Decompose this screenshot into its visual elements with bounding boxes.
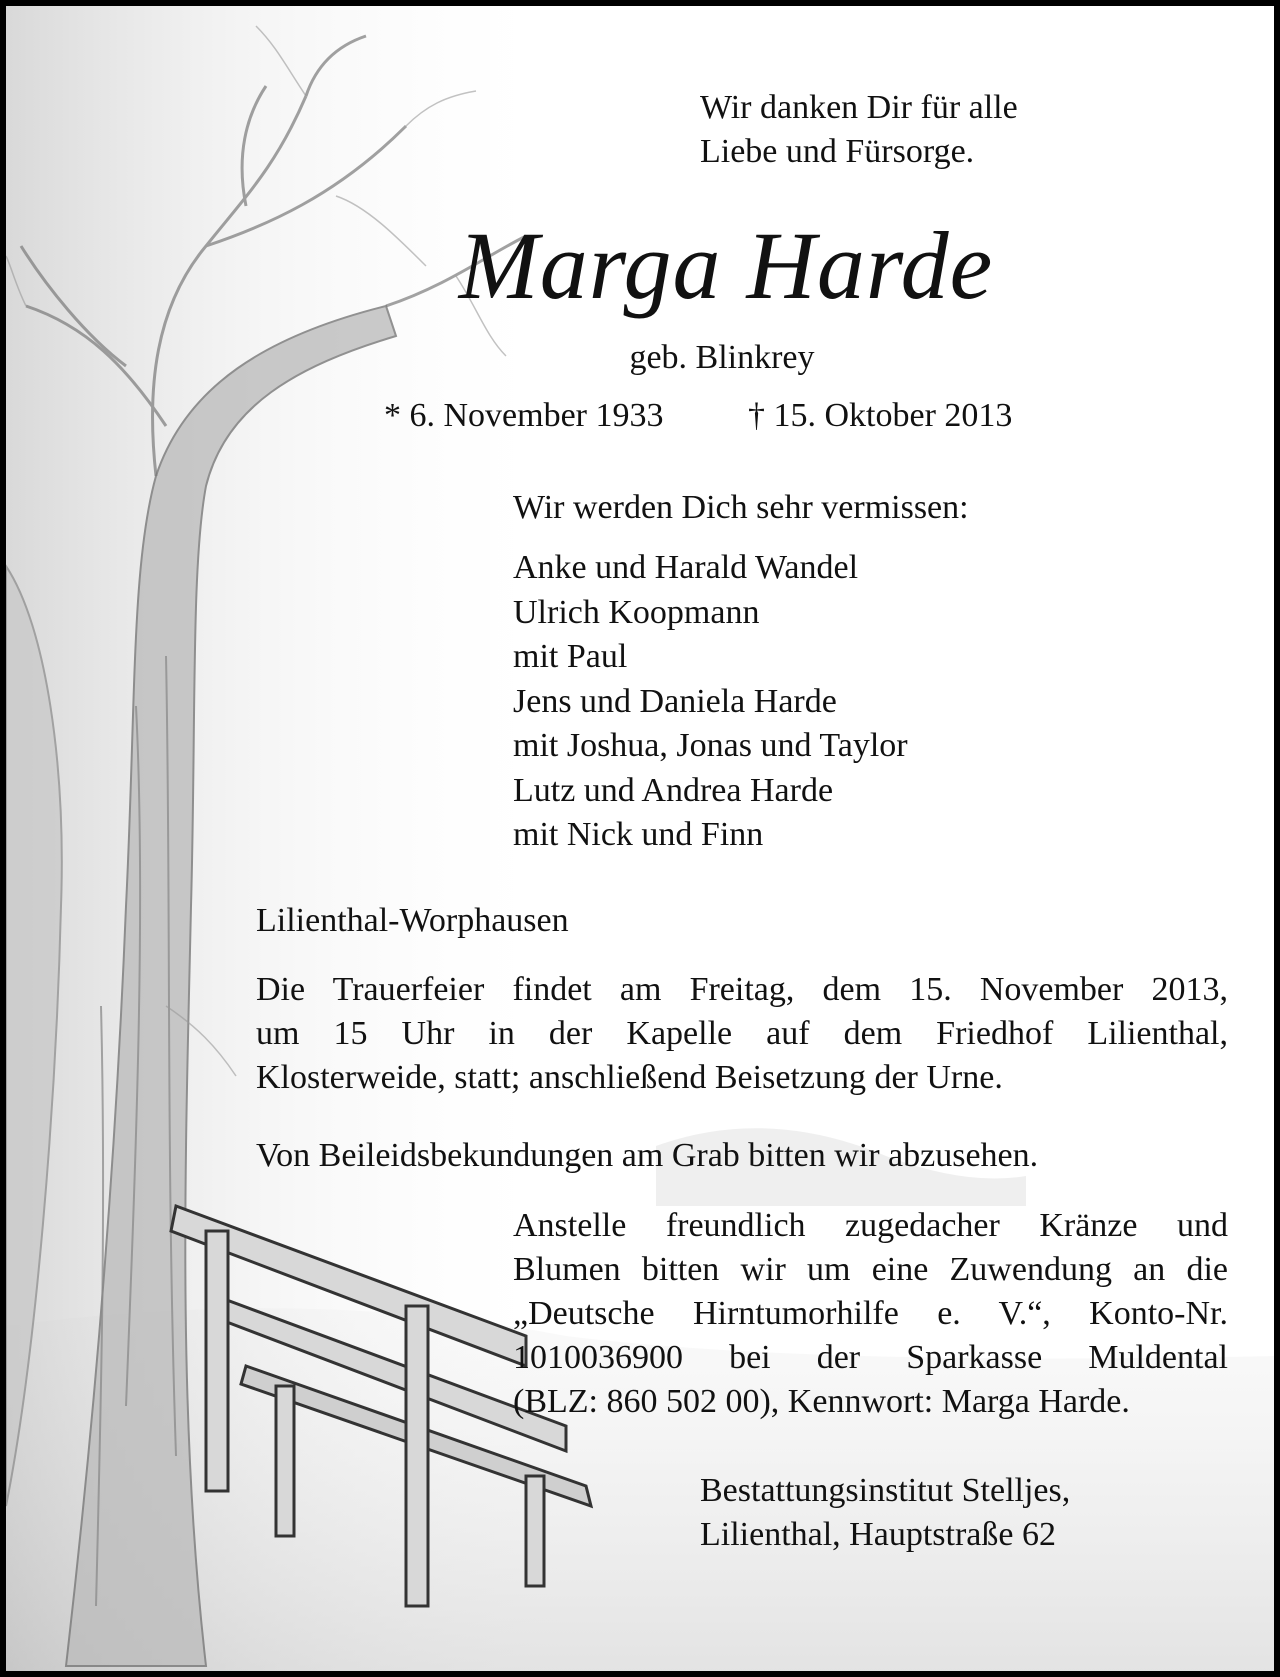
mourners-list bbox=[513, 546, 908, 858]
donation-line: Anstelle freundlich zugedacher Kränze und bbox=[513, 1207, 1228, 1244]
mourner-name: mit Nick und Finn bbox=[513, 816, 764, 853]
funeral-line: Die Trauerfeier findet am Freitag, dem 15. November 2013, bbox=[256, 971, 1228, 1008]
mourners-intro: Wir werden Dich sehr vermissen: bbox=[513, 489, 969, 526]
maiden-name: geb. Blinkrey bbox=[629, 339, 815, 376]
funeral-details bbox=[256, 968, 1228, 1100]
mourner-name: Jens und Daniela Harde bbox=[513, 682, 837, 720]
donation-line: (BLZ: 860 502 00), Kennwort: Marga Harde. bbox=[513, 1383, 1130, 1420]
mourner-name: Ulrich Koopmann bbox=[513, 593, 760, 631]
mourner-name: mit Joshua, Jonas und Taylor bbox=[513, 727, 908, 764]
birth-date: * 6. November 1933 bbox=[384, 397, 664, 434]
mourner-name: mit Paul bbox=[513, 638, 628, 675]
donation-line: „Deutsche Hirntumorhilfe e. V.“, Konto-Nr. bbox=[513, 1295, 1228, 1332]
donation-request bbox=[513, 1204, 1228, 1424]
epigraph-line: Liebe und Fürsorge. bbox=[700, 133, 975, 170]
mourner-name: Lutz und Andrea Harde bbox=[513, 771, 834, 809]
deceased-name: Marga Harde bbox=[458, 212, 994, 319]
undertaker-line: Lilienthal, Hauptstraße 62 bbox=[700, 1516, 1056, 1553]
death-date: † 15. Oktober 2013 bbox=[748, 397, 1013, 434]
epigraph-line: Wir danken Dir für alle bbox=[700, 89, 1018, 126]
epigraph bbox=[700, 86, 1018, 174]
condolence-note: Von Beileidsbekundungen am Grab bitten wir abzusehen. bbox=[256, 1137, 1039, 1174]
location: Lilienthal-Worphausen bbox=[256, 902, 569, 939]
undertaker bbox=[700, 1469, 1070, 1557]
undertaker-line: Bestattungsinstitut Stelljes, bbox=[700, 1472, 1071, 1509]
donation-line: Blumen bitten wir um eine Zuwendung an die bbox=[513, 1251, 1228, 1288]
donation-line: 1010036900 bei der Sparkasse Muldental bbox=[513, 1339, 1228, 1376]
funeral-line: um 15 Uhr in der Kapelle auf dem Friedhof Lilienthal, bbox=[256, 1015, 1228, 1052]
mourner-name: Anke und Harald Wandel bbox=[513, 549, 859, 586]
funeral-line: Klosterweide, statt; anschließend Beisetzung der Urne. bbox=[256, 1059, 1003, 1096]
